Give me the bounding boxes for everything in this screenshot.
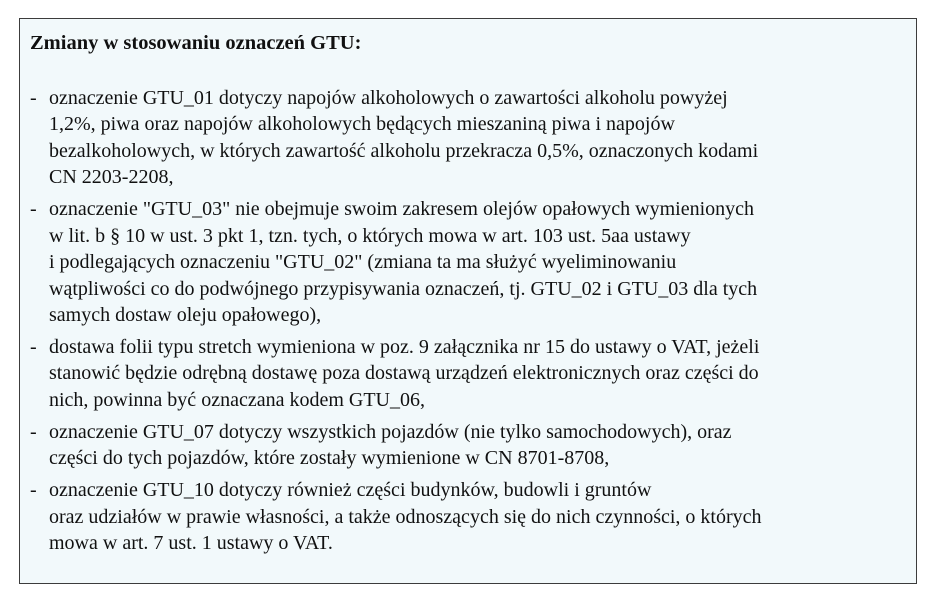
list-item: [30, 419, 906, 472]
list-bullet: -: [30, 420, 37, 443]
item-line: dostawa folii typu stretch wymieniona w poz. 9 załącznika nr 15 do ustawy o VAT, jeżeli: [49, 336, 760, 359]
item-line: CN 2203-2208,: [49, 166, 174, 189]
item-line: w lit. b § 10 w ust. 3 pkt 1, tzn. tych, o których mowa w art. 103 ust. 5aa ustawy: [49, 224, 691, 247]
info-box: [19, 18, 917, 584]
item-line: oraz udziałów w prawie własności, a także odnoszących się do nich czynności, o których: [49, 505, 762, 528]
item-line: 1,2%, piwa oraz napojów alkoholowych będących mieszaniną piwa i napojów: [49, 113, 675, 136]
list-item: [30, 85, 906, 191]
item-line: części do tych pojazdów, które zostały wymienione w CN 8701-8708,: [49, 447, 610, 470]
list-bullet: -: [30, 479, 37, 502]
item-line: stanowić będzie odrębną dostawę poza dostawą urządzeń elektronicznych oraz części do: [49, 362, 759, 385]
list-bullet: -: [30, 336, 37, 359]
list-bullet: -: [30, 198, 37, 221]
list-bullet: -: [30, 87, 37, 109]
item-line: bezalkoholowych, w których zawartość alkoholu przekracza 0,5%, oznaczonych kodami: [49, 139, 759, 162]
item-line: oznaczenie GTU_10 dotyczy również części budynków, budowli i gruntów: [49, 479, 652, 502]
item-line: nich, powinna być oznaczana kodem GTU_06,: [49, 388, 425, 411]
item-line: i podlegających oznaczeniu "GTU_02" (zmiana ta ma służyć wyeliminowaniu: [49, 251, 677, 274]
list-item: [30, 196, 906, 328]
list-item: [30, 477, 906, 556]
item-line: oznaczenie GTU_01 dotyczy napojów alkoholowych o zawartości alkoholu powyżej: [49, 87, 728, 109]
item-line: oznaczenie GTU_07 dotyczy wszystkich pojazdów (nie tylko samochodowych), oraz: [49, 420, 732, 443]
item-line: oznaczenie "GTU_03" nie obejmuje swoim zakresem olejów opałowych wymienionych: [49, 198, 755, 221]
item-line: samych dostaw oleju opałowego),: [49, 303, 322, 326]
item-line: wątpliwości co do podwójnego przypisywania oznaczeń, tj. GTU_02 i GTU_03 dla tych: [49, 277, 758, 300]
list-item: [30, 334, 906, 413]
item-line: mowa w art. 7 ust. 1 ustawy o VAT.: [49, 532, 333, 555]
box-title: Zmiany w stosowaniu oznaczeń GTU:: [30, 32, 362, 54]
changes-list: [30, 85, 906, 562]
